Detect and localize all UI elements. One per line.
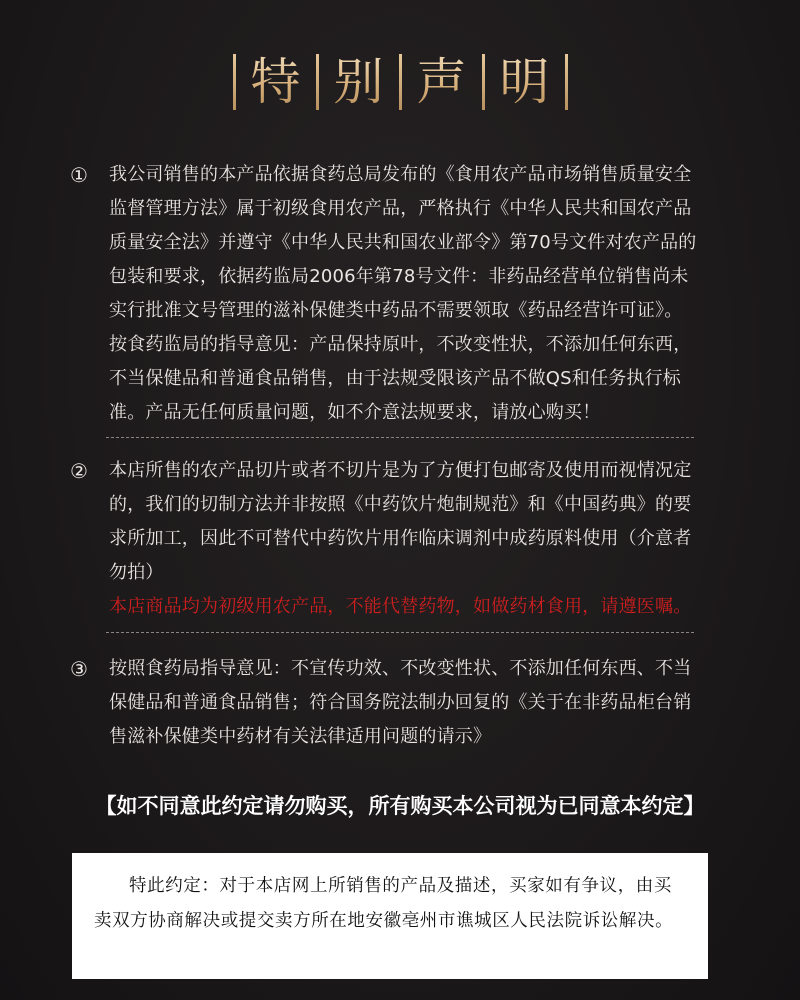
section-text: 我公司销售的本产品依据食药总局发布的《食用农产品市场销售质量安全监督管理方法》属于初级食用农产品，严格执行《中华人民共和国农产品质量安全法》并遵守《中华人民共和国农业部令》第70号文件对农产品的包装和要求，依据药监局2006年第78号文件：非药品经营单位销售尚未实行批准文号管理的滋补保健类中药品不需要领取《药品经营许可证》。按食药监局的指导意见：产品保持原叶，不改变性状，不添加任何东西，不当保健品和普通食品销售，由于法规受限该产品不做QS和任务执行标准。产品无任何质量问题，如不介意法规要求，请放心购买！ [109, 164, 697, 423]
title-char: 特 [245, 52, 307, 112]
agreement-box [72, 853, 708, 979]
dashed-divider [106, 437, 694, 438]
statement-section-2 [70, 454, 700, 624]
statement-section-1 [70, 158, 700, 430]
statement-section-3 [70, 652, 700, 754]
purchase-notice: 【如不同意此约定请勿购买，所有购买本公司视为已同意本约定】 [95, 794, 705, 818]
title-divider [565, 54, 568, 110]
page-title [0, 52, 800, 112]
agreement-text: 特此约定：对于本店网上所销售的产品及描述，买家如有争议，由买卖双方协商解决或提交卖方所在地安徽亳州市谯城区人民法院诉讼解决。 [94, 876, 674, 931]
section-number: ② [70, 459, 88, 483]
title-divider [316, 54, 319, 110]
title-char: 明 [494, 52, 556, 112]
section-number: ③ [70, 657, 88, 681]
section-text: 本店所售的农产品切片或者不切片是为了方便打包邮寄及使用而视情况定的，我们的切制方法并非按照《中药饮片炮制规范》和《中国药典》的要求所加工，因此不可替代中药饮片用作临床调剂中成药原料使用（介意者勿拍） [109, 460, 692, 583]
title-char: 别 [328, 52, 390, 112]
section-number: ① [70, 163, 88, 187]
dashed-divider [106, 632, 694, 633]
section-text: 按照食药局指导意见：不宣传功效、不改变性状、不添加任何东西、不当保健品和普通食品销售；符合国务院法制办回复的《关于在非药品柜台销售滋补保健类中药材有关法律适用问题的请示》 [109, 658, 692, 747]
title-divider [482, 54, 485, 110]
warning-text: 本店商品均为初级用农产品，不能代替药物，如做药材食用，请遵医嘱。 [109, 596, 692, 617]
title-divider [399, 54, 402, 110]
section-text-wrap [109, 454, 700, 624]
title-divider [233, 54, 236, 110]
title-char: 声 [411, 52, 473, 112]
